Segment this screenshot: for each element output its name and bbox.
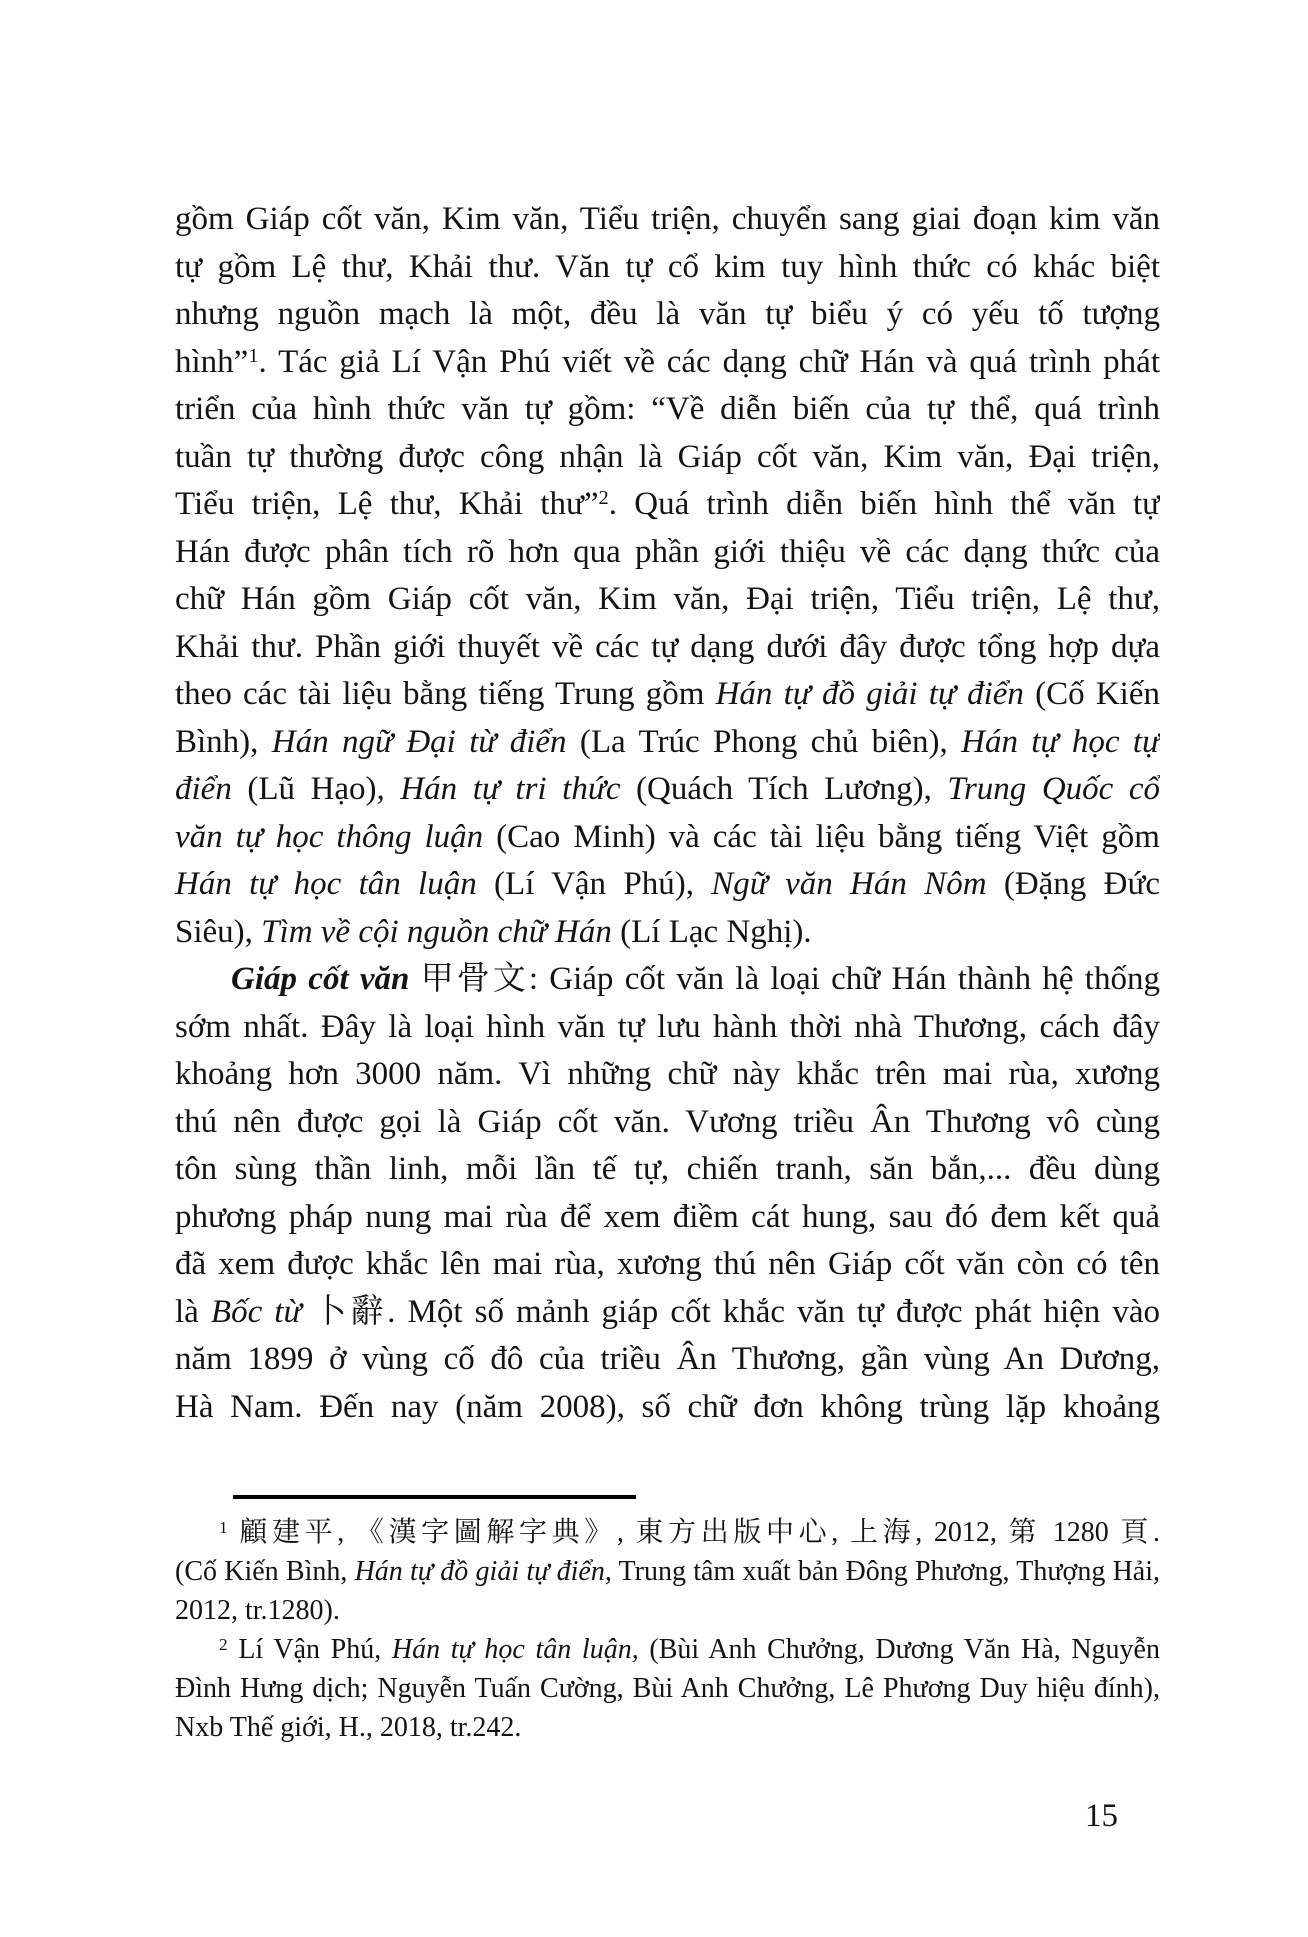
footnote — [175, 1513, 1160, 1630]
text-segment: (Cao Minh) và các tài liệu bằng tiếng Việt gồm — [483, 818, 1160, 855]
footnote-marker: 2 — [598, 487, 609, 510]
text-segment: Hán tự học tự — [961, 723, 1160, 760]
text-segment: Ngữ văn Hán Nôm — [711, 866, 987, 902]
body-text-line — [175, 1384, 1160, 1432]
footnote-marker: 2 — [219, 1634, 228, 1654]
text-segment: , Trung tâm xuất bản Đông Phương, Thượng Hải, — [604, 1556, 1160, 1587]
text-segment: (Quách Tích Lương), — [620, 771, 948, 807]
body-text-line — [175, 1336, 1160, 1384]
text-segment: Hán tự đồ giải tự điển — [715, 676, 1024, 712]
text-segment: chữ Hán gồm Giáp cốt văn, Kim văn, Đại triện, Tiểu triện, Lệ thư, — [175, 581, 1160, 617]
paragraph — [175, 956, 1160, 1431]
text-segment: Tiểu triện, Lệ thư, Khải thư” — [175, 486, 599, 522]
paragraph — [175, 196, 1160, 956]
text-segment: Hán được phân tích rõ hơn qua phần giới thiệu về các dạng thức của — [175, 533, 1160, 570]
text-segment: khoảng hơn 3000 năm. Vì những chữ này khắc trên mai rùa, xương — [175, 1056, 1160, 1092]
footnote — [175, 1630, 1160, 1747]
text-segment: Trung Quốc cổ — [947, 771, 1160, 807]
text-segment: 顧建平, 《漢字圖解字典》, 東方出版中心, 上海, 2012, 第 1280 頁. — [227, 1517, 1160, 1548]
body-text-line — [175, 244, 1160, 292]
text-segment: 2012, tr.1280). — [175, 1595, 340, 1626]
body-text-line — [175, 576, 1160, 624]
text-segment: triển của hình thức văn tự gồm: “Về diễn biến của tự thể, quá trình — [175, 391, 1160, 427]
body-text-line — [175, 339, 1160, 387]
text-segment: (Bùi Anh Chưởng, Dương Văn Hà, Nguyễn — [638, 1634, 1160, 1665]
text-segment: theo các tài liệu bằng tiếng Trung gồm — [175, 676, 716, 712]
body-text-line — [175, 196, 1160, 244]
body-text-line — [175, 1099, 1160, 1147]
text-segment: thú nên được gọi là Giáp cốt văn. Vương triều Ân Thương vô cùng — [175, 1103, 1160, 1140]
footnote-line — [175, 1708, 1160, 1747]
body-text-line — [175, 291, 1160, 339]
text-segment: (Đặng Đức — [986, 866, 1160, 902]
body-text-line — [175, 481, 1160, 529]
text-segment: Hán ngữ Đại từ điển — [271, 723, 567, 760]
text-segment: đã xem được khắc lên mai rùa, xương thú nên Giáp cốt văn còn có tên — [175, 1246, 1160, 1282]
body-text-line — [175, 814, 1160, 862]
text-segment: (La Trúc Phong chủ biên), — [566, 723, 962, 760]
text-segment: Hán tự tri thức — [400, 771, 621, 807]
text-segment: Bốc từ — [210, 1293, 302, 1330]
footnote-line — [175, 1591, 1160, 1630]
text-segment: Hán tự học tân luận — [175, 866, 477, 902]
footnote-line — [175, 1630, 1160, 1669]
body-text-line — [175, 1241, 1160, 1289]
text-segment: sớm nhất. Đây là loại hình văn tự lưu hành thời nhà Thương, cách đây — [175, 1008, 1160, 1045]
text-segment: Lí Vận Phú, — [227, 1634, 392, 1665]
body-text-line — [175, 861, 1160, 909]
footnote-line — [175, 1552, 1160, 1591]
text-segment: văn tự học thông luận — [175, 818, 484, 855]
text-segment: Đình Hưng dịch; Nguyễn Tuấn Cường, Bùi Anh Chưởng, Lê Phương Duy hiệu đính), — [175, 1673, 1160, 1704]
text-segment: . Tác giả Lí Vận Phú viết về các dạng chữ Hán và quá trình phát — [258, 343, 1160, 380]
footnote-marker: 1 — [219, 1517, 228, 1537]
text-segment: tôn sùng thần linh, mỗi lần tế tự, chiến tranh, săn bắn,... đều dùng — [175, 1151, 1160, 1187]
text-segment: phương pháp nung mai rùa để xem điềm cát hung, sau đó đem kết quả — [175, 1198, 1160, 1235]
body-text-line — [175, 956, 1160, 1004]
text-segment: Giáp cốt văn — [231, 961, 410, 997]
footnote-marker: 1 — [248, 344, 259, 367]
text-segment: Tìm về cội nguồn chữ Hán — [261, 913, 612, 950]
text-segment: (Lí Vận Phú), — [476, 866, 712, 902]
text-segment: Nxb Thế giới, H., 2018, tr.242. — [175, 1712, 522, 1743]
text-segment: điển — [175, 771, 232, 807]
body-text-line — [175, 766, 1160, 814]
text-segment: nhưng nguồn mạch là một, đều là văn tự biểu ý có yếu tố tượng — [175, 296, 1160, 332]
body-text-line — [175, 719, 1160, 767]
footnote-line — [175, 1669, 1160, 1708]
body-text-line — [175, 1051, 1160, 1099]
text-segment: (Cố Kiến Bình, — [175, 1556, 355, 1587]
text-segment: (Lũ Hạo), — [231, 771, 401, 807]
page-number: 15 — [1085, 1798, 1118, 1834]
text-segment: 甲骨文: Giáp cốt văn là loại chữ Hán thành hệ thống — [409, 961, 1160, 997]
text-segment: Hán tự học tân luận, — [391, 1634, 639, 1665]
body-text-line — [175, 1004, 1160, 1052]
text-segment: hình” — [175, 343, 249, 380]
body-text-line — [175, 1194, 1160, 1242]
text-segment: tuần tự thường được công nhận là Giáp cốt văn, Kim văn, Đại triện, — [175, 438, 1160, 475]
text-segment: Bình), — [175, 723, 272, 760]
body-text-line — [175, 624, 1160, 672]
text-segment: 卜辭. Một số mảnh giáp cốt khắc văn tự được phát hiện vào — [301, 1293, 1160, 1330]
body-text-line — [175, 1146, 1160, 1194]
text-segment: Siêu), — [175, 913, 262, 950]
footnotes-section — [175, 1513, 1160, 1747]
body-text-line — [175, 386, 1160, 434]
footnote-line — [175, 1513, 1160, 1552]
text-segment: tự gồm Lệ thư, Khải thư. Văn tự cổ kim tuy hình thức có khác biệt — [175, 248, 1160, 285]
body-text-line — [175, 671, 1160, 719]
text-segment: . Quá trình diễn biến hình thể văn tự — [608, 486, 1160, 522]
text-segment: là — [175, 1293, 211, 1330]
text-segment: Hán tự đồ giải tự điển — [354, 1556, 605, 1587]
text-segment: năm 1899 ở vùng cố đô của triều Ân Thương, gần vùng An Dương, — [175, 1341, 1160, 1377]
body-text-line — [175, 909, 1160, 957]
body-text-line — [175, 1289, 1160, 1337]
text-segment: Hà Nam. Đến nay (năm 2008), số chữ đơn không trùng lặp khoảng — [175, 1388, 1160, 1425]
footnote-separator-rule — [233, 1495, 636, 1499]
body-text-line — [175, 434, 1160, 482]
text-segment: gồm Giáp cốt văn, Kim văn, Tiểu triện, chuyển sang giai đoạn kim văn — [175, 201, 1160, 237]
body-text — [175, 196, 1160, 1431]
body-text-line — [175, 529, 1160, 577]
text-segment: (Lí Lạc Nghị). — [611, 913, 812, 950]
text-segment: (Cố Kiến — [1023, 676, 1160, 712]
text-segment: Khải thư. Phần giới thuyết về các tự dạng dưới đây được tổng hợp dựa — [175, 628, 1160, 665]
